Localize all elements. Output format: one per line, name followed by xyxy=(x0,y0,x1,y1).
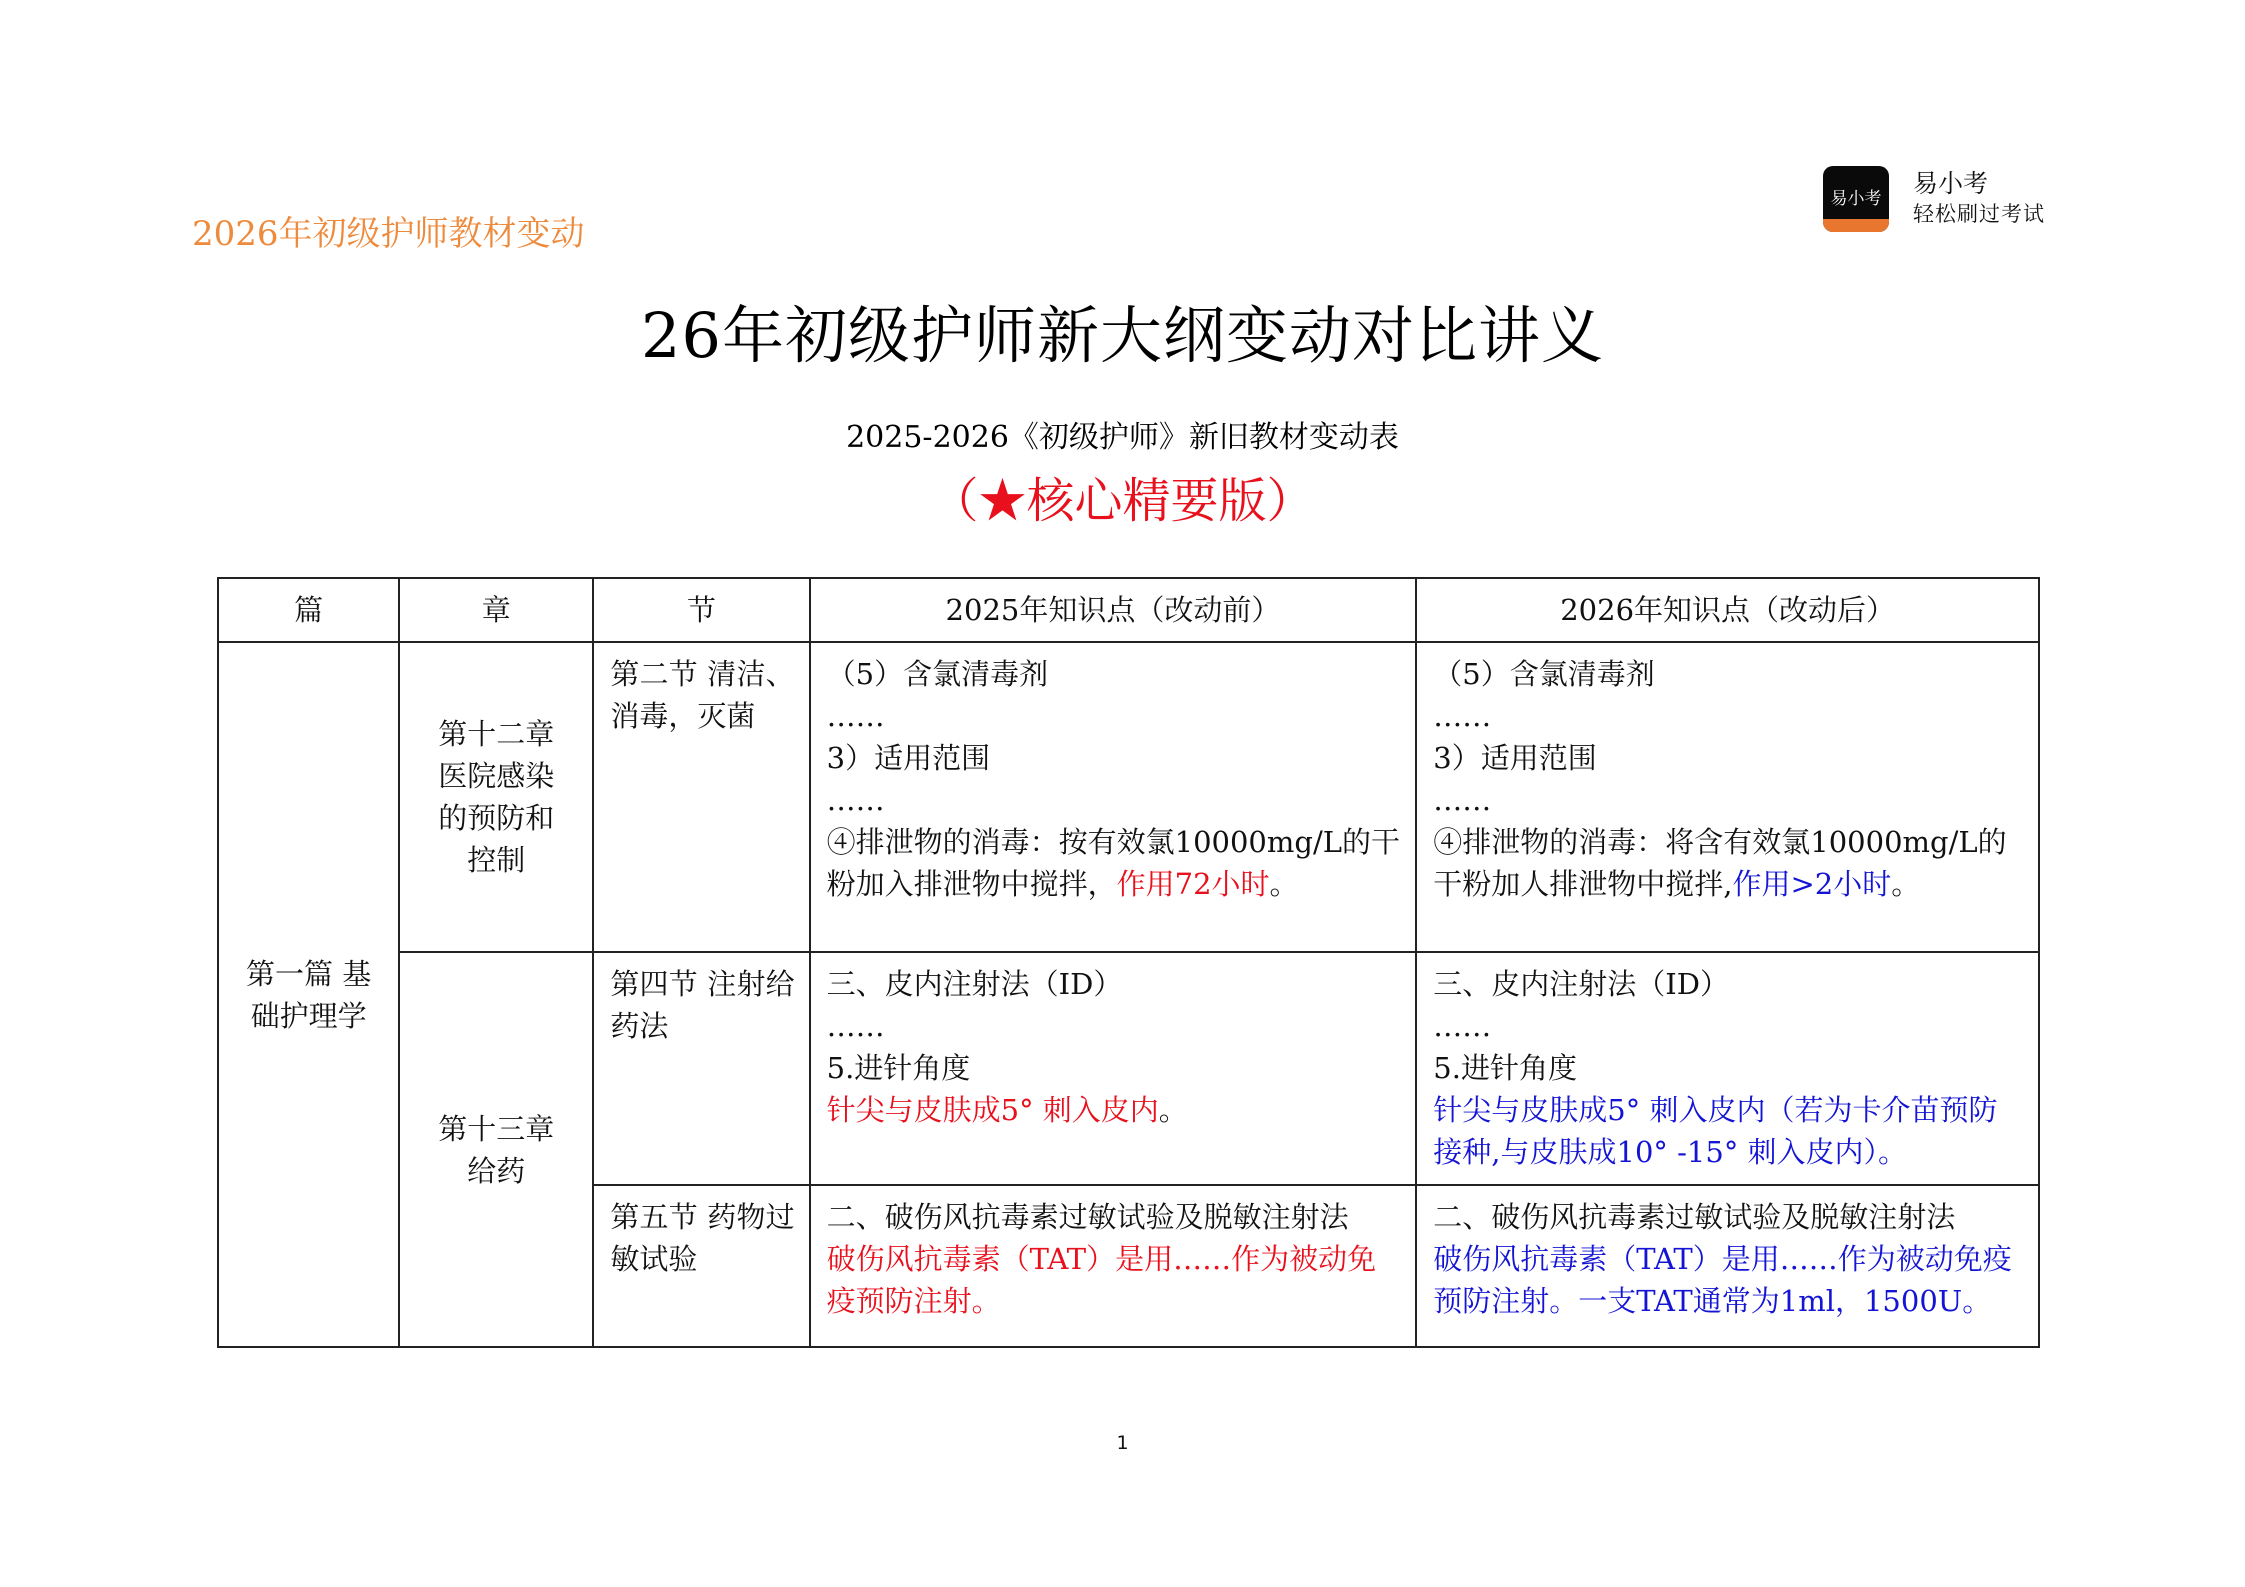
cell-section: 第二节 清洁、消毒，灭菌 xyxy=(593,642,809,952)
new-line: 3）适用范围 xyxy=(1433,741,1597,775)
brand-logo-accent xyxy=(1823,219,1889,232)
header-old: 2025年知识点（改动前） xyxy=(810,578,1417,642)
old-change-highlight: 针尖与皮肤成5° 刺入皮内 xyxy=(826,1093,1159,1127)
table-row xyxy=(218,642,2039,952)
page-number: 1 xyxy=(1116,1432,1129,1454)
old-line xyxy=(827,1089,1404,1131)
table-header-row xyxy=(218,578,2039,642)
old-line: …… xyxy=(826,783,885,817)
new-line: 5.进针角度 xyxy=(1433,1051,1577,1085)
table-row xyxy=(218,952,2039,1185)
cell-chapter: 第十二章医院感染的预防和控制 xyxy=(399,642,593,952)
old-line: 三、皮内注射法（ID） xyxy=(826,967,1123,1001)
old-line: 5.进针角度 xyxy=(826,1051,971,1085)
old-line xyxy=(827,821,1404,905)
new-line: 三、皮内注射法（ID） xyxy=(1433,967,1729,1001)
header-new: 2026年知识点（改动后） xyxy=(1416,578,2039,642)
cell-old xyxy=(810,642,1417,952)
old-change-highlight: 作用72小时 xyxy=(1116,867,1270,901)
brand xyxy=(1823,166,2045,232)
table-title: 2025-2026《初级护师》新旧教材变动表 xyxy=(846,420,1399,455)
old-line: 二、破伤风抗毒素过敏试验及脱敏注射法 xyxy=(826,1200,1349,1234)
new-line xyxy=(1433,821,2026,905)
new-text: ④排泄物的消毒：将含有效氯10000mg/L的干粉加人排泄物中搅拌, xyxy=(1433,825,2007,901)
new-change-highlight: 针尖与皮肤成5° 刺入皮内（若为卡介苗预防接种,与皮肤成10° -15° 刺入皮内）。 xyxy=(1433,1093,1998,1169)
cell-old xyxy=(810,1185,1417,1347)
old-line: …… xyxy=(826,699,885,733)
old-line: 3）适用范围 xyxy=(826,741,991,775)
cell-pian: 第一篇 基础护理学 xyxy=(218,642,399,1347)
old-text: ④排泄物的消毒：按有效氯10000mg/L的干粉加入排泄物中搅拌， xyxy=(826,825,1400,901)
header-zhang: 章 xyxy=(399,578,593,642)
old-text-end: 。 xyxy=(1269,867,1299,901)
edition-label: （★核心精要版） xyxy=(930,473,1315,529)
old-line: …… xyxy=(826,1009,885,1043)
new-change-highlight: 作用>2小时 xyxy=(1732,867,1892,901)
brand-logo-icon xyxy=(1823,166,1889,232)
cell-old xyxy=(810,952,1417,1185)
new-change-highlight: 破伤风抗毒素（TAT）是用……作为被动免疫预防注射。一支TAT通常为1ml，1500U。 xyxy=(1433,1242,2012,1318)
new-text-end: 。 xyxy=(1891,867,1921,901)
new-line: 二、破伤风抗毒素过敏试验及脱敏注射法 xyxy=(1433,1200,1956,1234)
header-note: 2026年初级护师教材变动 xyxy=(192,214,585,254)
brand-name: 易小考 xyxy=(1913,169,1989,198)
comparison-table xyxy=(217,577,2040,1348)
page-title: 26年初级护师新大纲变动对比讲义 xyxy=(641,299,1604,372)
cell-section: 第四节 注射给药法 xyxy=(593,952,809,1185)
brand-logo-text: 易小考 xyxy=(1830,189,1882,209)
cell-new xyxy=(1416,1185,2039,1347)
new-line: …… xyxy=(1433,699,1492,733)
cell-new xyxy=(1416,952,2039,1185)
cell-chapter: 第十三章给药 xyxy=(399,952,593,1347)
old-change-highlight: 破伤风抗毒素（TAT）是用……作为被动免疫预防注射。 xyxy=(826,1242,1377,1318)
old-text-end: 。 xyxy=(1158,1093,1188,1127)
new-line: （5）含氯清毒剂 xyxy=(1433,657,1655,691)
header-jie: 节 xyxy=(593,578,809,642)
new-line: …… xyxy=(1433,1009,1492,1043)
old-line: （5）含氯清毒剂 xyxy=(826,657,1049,691)
header-pian: 篇 xyxy=(218,578,399,642)
cell-section: 第五节 药物过敏试验 xyxy=(593,1185,809,1347)
cell-new xyxy=(1416,642,2039,952)
brand-slogan: 轻松刷过考试 xyxy=(1913,202,2045,226)
new-line: …… xyxy=(1433,783,1492,817)
